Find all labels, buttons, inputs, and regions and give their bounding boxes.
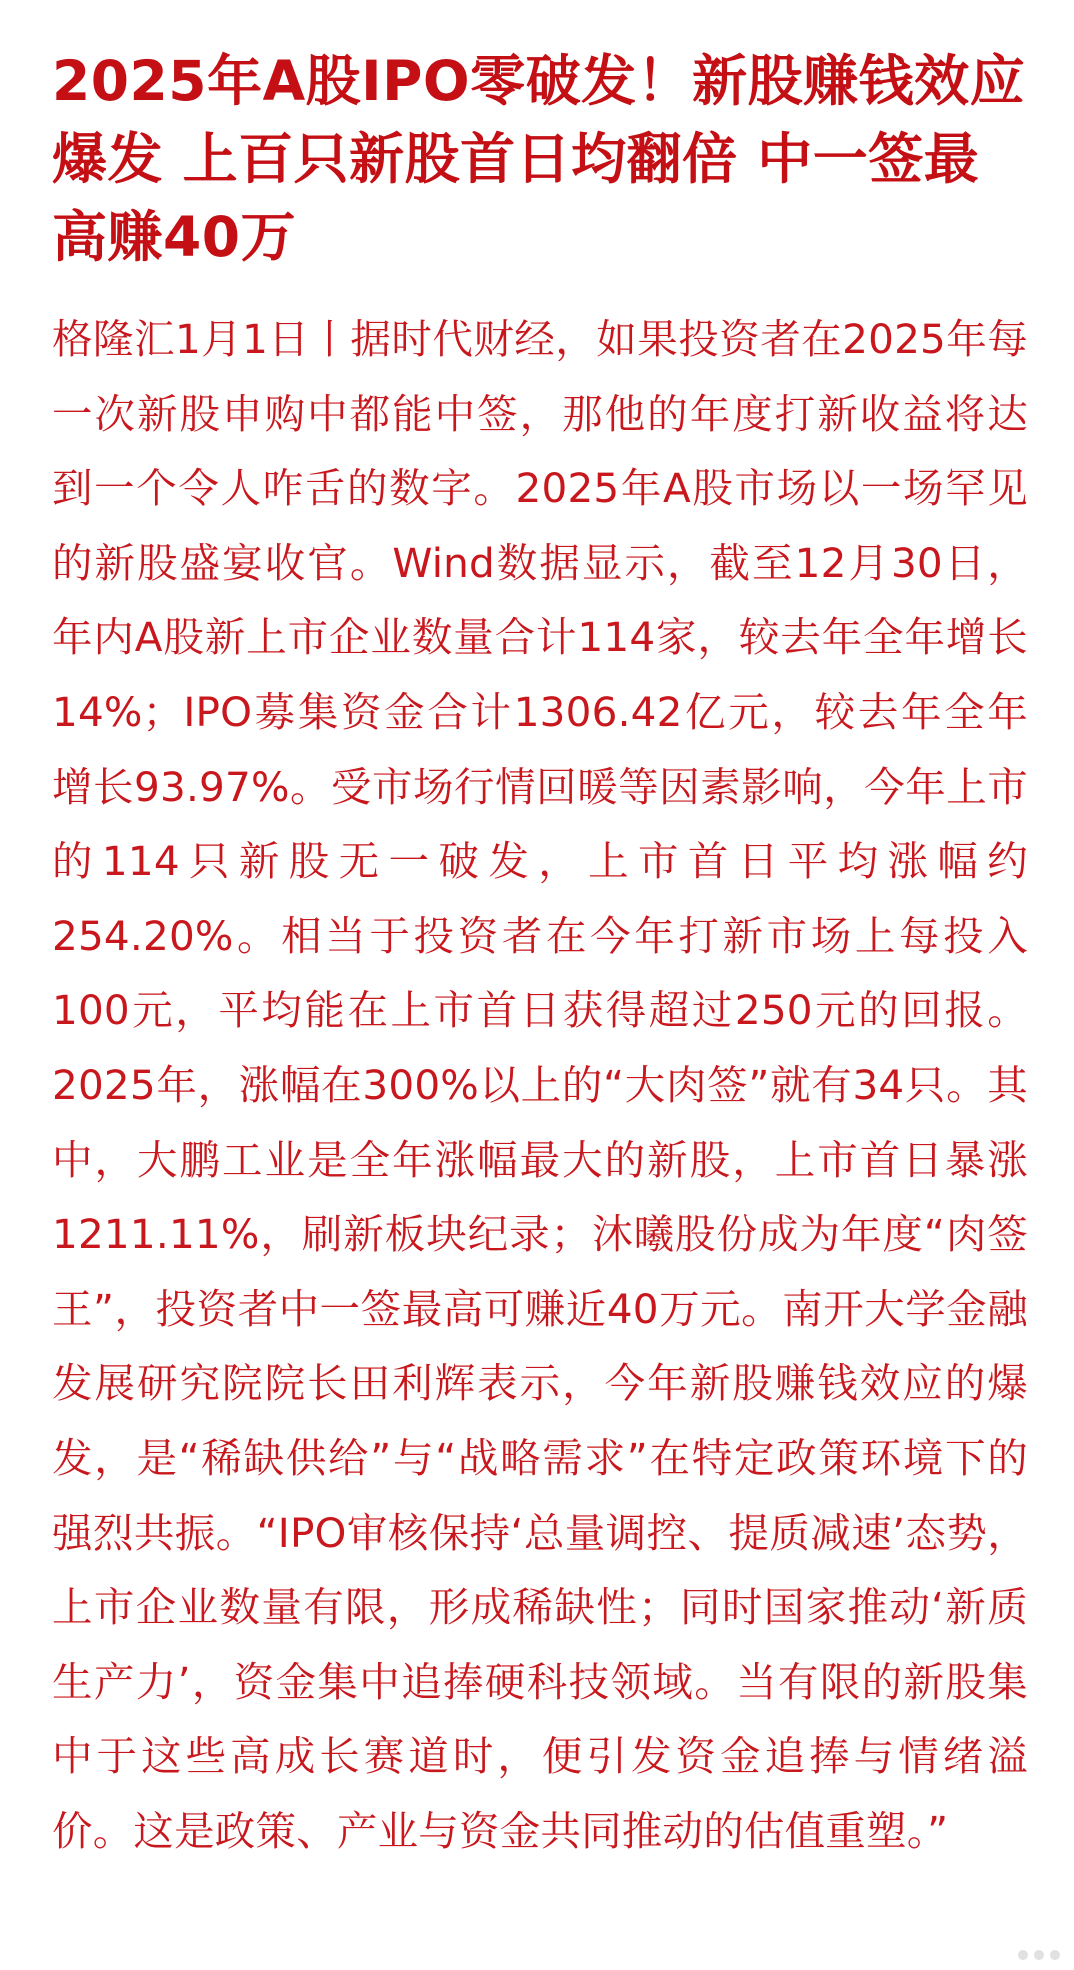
watermark-dot	[1050, 1950, 1060, 1960]
watermark-logo-icon	[1018, 1950, 1060, 1960]
article-body: 格隆汇1月1日丨据时代财经，如果投资者在2025年每一次新股申购中都能中签，那他的年度打新收益将达到一个令人咋舌的数字。2025年A股市场以一场罕见的新股盛宴收官。Wind数据显示，截至12月30日，年内A股新上市企业数量合计114家，较去年全年增长14%；IPO募集资金合计1306.42亿元，较去年全年增长93.97%。受市场行情回暖等因素影响，今年上市的114只新股无一破发，上市首日平均涨幅约254.20%。相当于投资者在今年打新市场上每投入100元，平均能在上市首日获得超过250元的回报。2025年，涨幅在300%以上的“大肉签”就有34只。其中，大鹏工业是全年涨幅最大的新股，上市首日暴涨1211.11%，刷新板块纪录；沐曦股份成为年度“肉签王”，投资者中一签最高可赚近40万元。南开大学金融发展研究院院长田利辉表示，今年新股赚钱效应的爆发，是“稀缺供给”与“战略需求”在特定政策环境下的强烈共振。“IPO审核保持‘总量调控、提质减速’态势，上市企业数量有限，形成稀缺性；同时国家推动‘新质生产力’，资金集中追捧硬科技领域。当有限的新股集中于这些高成长赛道时，便引发资金追捧与情绪溢价。这是政策、产业与资金共同推动的估值重塑。”	[52, 315, 1028, 1855]
watermark-dot	[1018, 1950, 1028, 1960]
article-headline: 2025年A股IPO零破发！新股赚钱效应爆发 上百只新股首日均翻倍 中一签最高赚40万	[52, 49, 1026, 269]
watermark-dot	[1034, 1950, 1044, 1960]
